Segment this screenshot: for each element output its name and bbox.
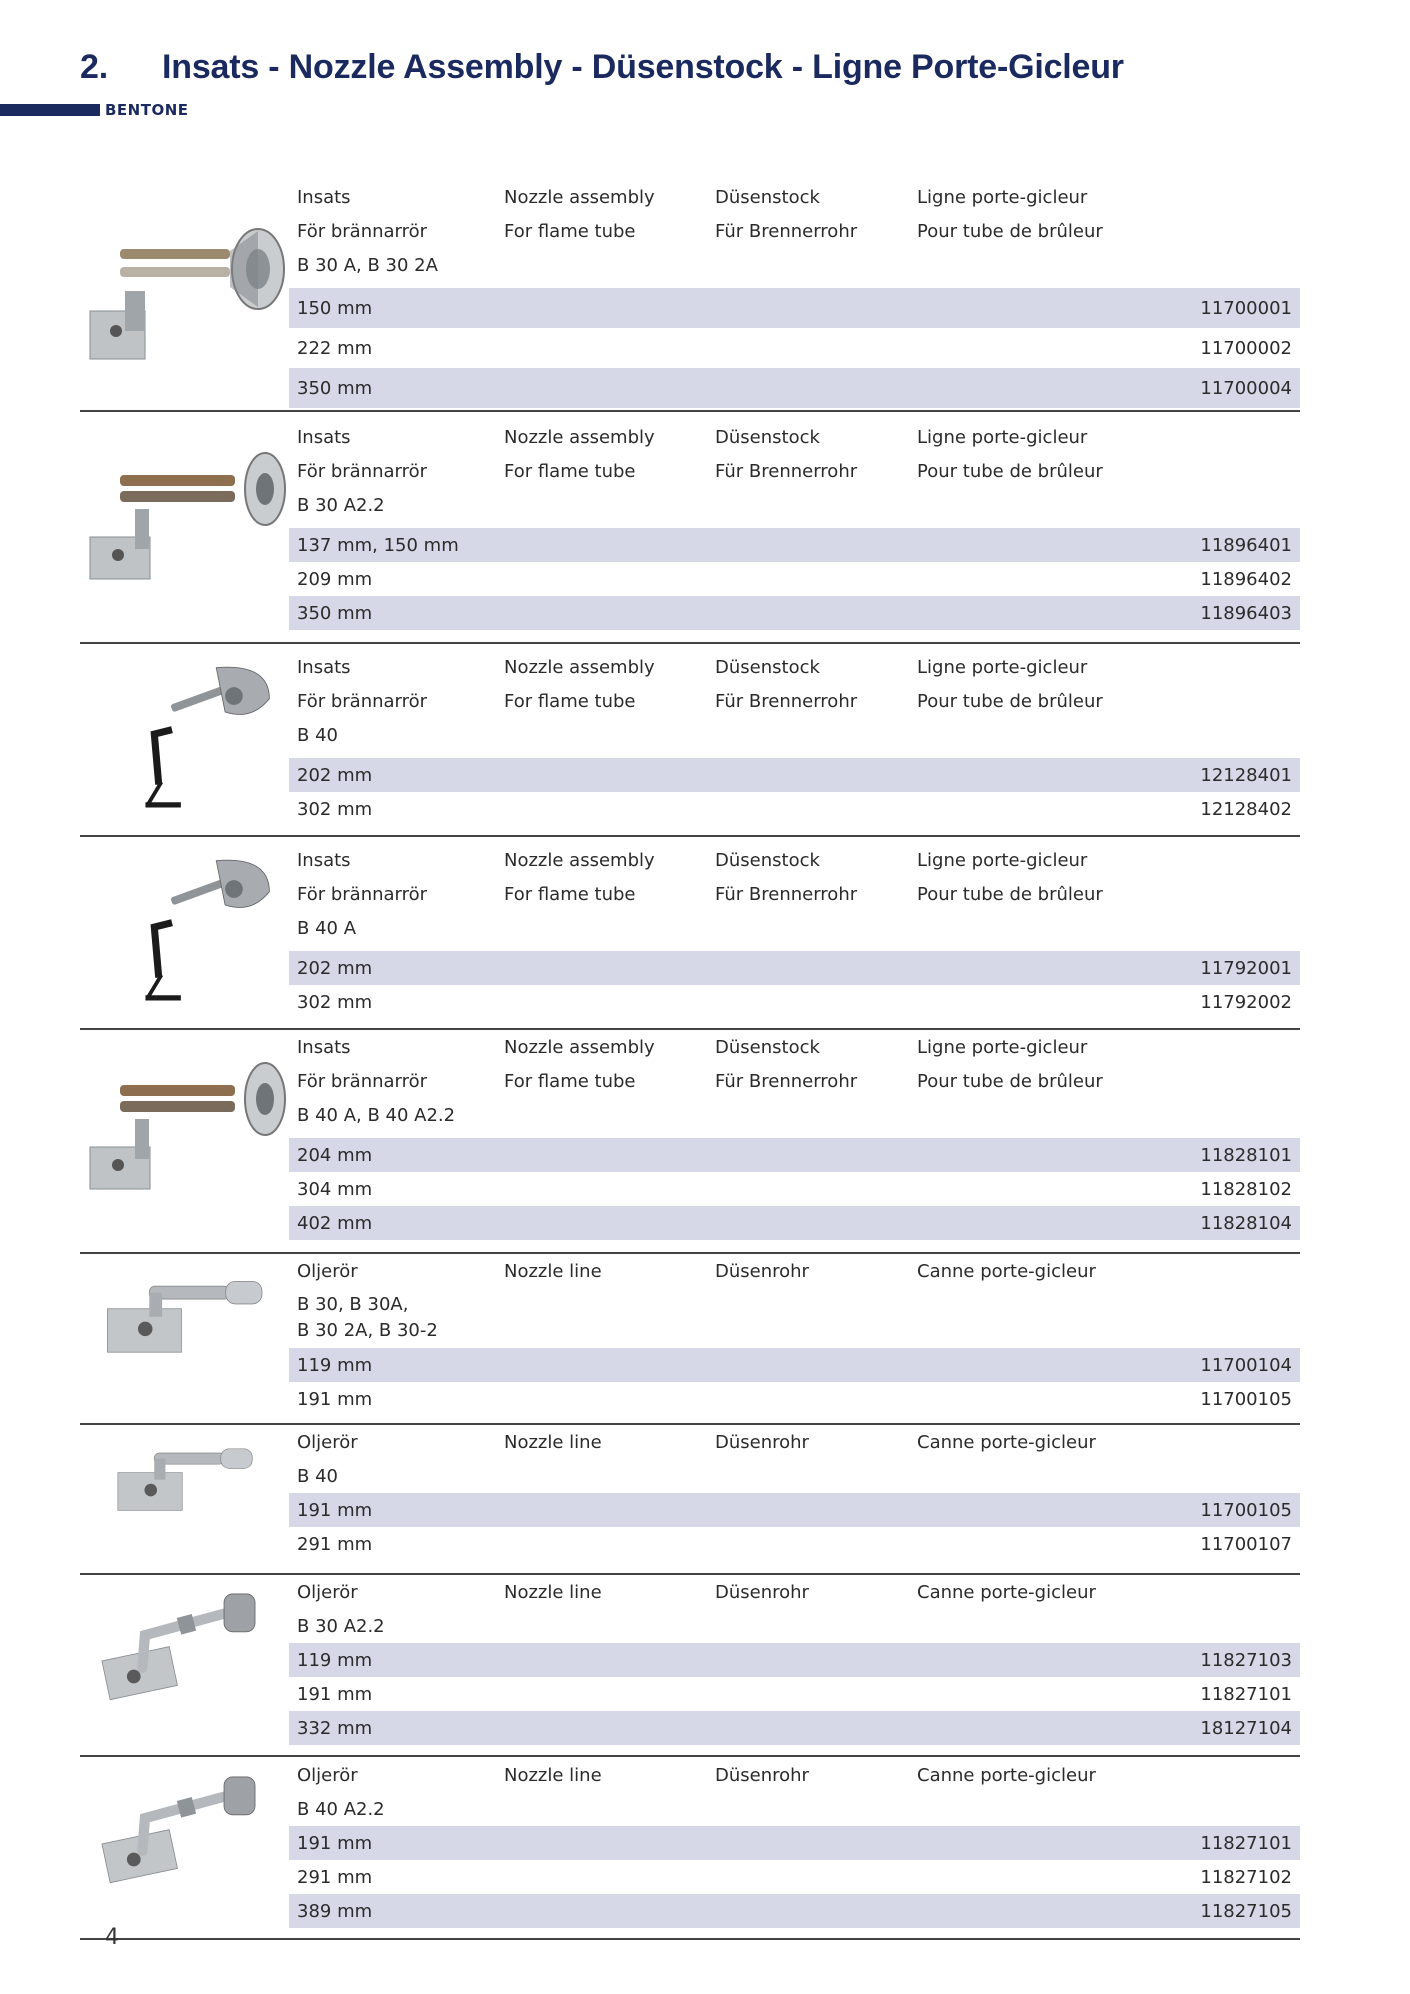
label-cell: For flame tube	[504, 1070, 636, 1092]
model-name: B 30, B 30A, B 30 2A, B 30-2	[297, 1294, 438, 1341]
nozzle-line-angled-photo	[80, 1758, 295, 1930]
article-number: 12128401	[1200, 764, 1292, 786]
article-number: 11700107	[1200, 1533, 1292, 1555]
model-row	[289, 1459, 1300, 1493]
article-row	[289, 1711, 1300, 1745]
length-value: 302 mm	[297, 798, 373, 820]
length-value: 191 mm	[297, 1683, 373, 1705]
label-cell: Für Brennerrohr	[715, 220, 858, 242]
label-cell: Oljerör	[297, 1431, 358, 1453]
length-value: 291 mm	[297, 1533, 373, 1555]
article-row	[289, 1527, 1300, 1561]
label-cell: För brännarrör	[297, 460, 428, 482]
label-row	[289, 1254, 1300, 1288]
label-cell: Pour tube de brûleur	[917, 690, 1103, 712]
model-name: B 40 A, B 40 A2.2	[297, 1104, 456, 1126]
length-value: 332 mm	[297, 1717, 373, 1739]
model-row	[289, 1792, 1300, 1826]
label-cell: Oljerör	[297, 1260, 358, 1282]
label-cell: Ligne porte-gicleur	[917, 1036, 1088, 1058]
article-number: 11700105	[1200, 1499, 1292, 1521]
label-cell: Pour tube de brûleur	[917, 460, 1103, 482]
label-cell: Für Brennerrohr	[715, 883, 858, 905]
label-cell: Ligne porte-gicleur	[917, 656, 1088, 678]
label-cell: Nozzle assembly	[504, 186, 655, 208]
article-number: 11700001	[1200, 297, 1292, 319]
article-number: 11827102	[1200, 1866, 1292, 1888]
label-cell: Insats	[297, 186, 351, 208]
article-row	[289, 596, 1300, 630]
article-number: 11896403	[1200, 602, 1292, 624]
label-cell: Für Brennerrohr	[715, 690, 858, 712]
model-name: B 40	[297, 724, 338, 746]
label-row	[289, 650, 1300, 684]
product-section	[80, 1575, 1300, 1757]
article-row	[289, 1348, 1300, 1382]
length-value: 350 mm	[297, 377, 373, 399]
article-number: 11827101	[1200, 1832, 1292, 1854]
article-row	[289, 758, 1300, 792]
article-number: 11700105	[1200, 1388, 1292, 1410]
nozzle-assembly-bent-bracket-photo	[80, 650, 295, 827]
brand-name: BENTONE	[105, 101, 189, 119]
label-cell: Ligne porte-gicleur	[917, 426, 1088, 448]
label-cell: Düsenstock	[715, 426, 820, 448]
page-number: 4	[105, 1925, 119, 1950]
length-value: 191 mm	[297, 1499, 373, 1521]
article-row	[289, 1860, 1300, 1894]
label-row	[289, 420, 1300, 454]
product-section	[80, 1254, 1300, 1425]
label-cell: Düsenstock	[715, 1036, 820, 1058]
article-row	[289, 1826, 1300, 1860]
length-value: 350 mm	[297, 602, 373, 624]
article-row	[289, 1493, 1300, 1527]
article-row	[289, 1172, 1300, 1206]
article-row	[289, 562, 1300, 596]
nozzle-assembly-with-electrodes-photo	[80, 420, 295, 634]
article-number: 18127104	[1200, 1717, 1292, 1739]
label-cell: Düsenstock	[715, 849, 820, 871]
article-row	[289, 368, 1300, 408]
label-cell: Nozzle assembly	[504, 849, 655, 871]
article-number: 12128402	[1200, 798, 1292, 820]
model-name: B 40 A2.2	[297, 1798, 385, 1820]
label-cell: För brännarrör	[297, 220, 428, 242]
length-value: 202 mm	[297, 764, 373, 786]
product-section	[80, 1425, 1300, 1575]
label-cell: Ligne porte-gicleur	[917, 849, 1088, 871]
article-number: 11792002	[1200, 991, 1292, 1013]
article-number: 11827105	[1200, 1900, 1292, 1922]
label-cell: Für Brennerrohr	[715, 1070, 858, 1092]
length-value: 191 mm	[297, 1388, 373, 1410]
length-value: 304 mm	[297, 1178, 373, 1200]
label-row	[289, 454, 1300, 488]
product-section	[80, 1030, 1300, 1254]
label-cell: Canne porte-gicleur	[917, 1764, 1096, 1786]
length-value: 137 mm, 150 mm	[297, 534, 459, 556]
label-row	[289, 684, 1300, 718]
label-cell: Pour tube de brûleur	[917, 883, 1103, 905]
label-cell: Oljerör	[297, 1581, 358, 1603]
nozzle-assembly-with-disc-photo	[80, 180, 295, 402]
length-value: 209 mm	[297, 568, 373, 590]
label-cell: Oljerör	[297, 1764, 358, 1786]
length-value: 389 mm	[297, 1900, 373, 1922]
label-cell: Nozzle line	[504, 1581, 602, 1603]
nozzle-assembly-with-electrodes-photo	[80, 1030, 295, 1244]
label-cell: Nozzle line	[504, 1260, 602, 1282]
label-row	[289, 1064, 1300, 1098]
label-cell: Insats	[297, 426, 351, 448]
length-value: 402 mm	[297, 1212, 373, 1234]
label-cell: Ligne porte-gicleur	[917, 186, 1088, 208]
label-cell: Pour tube de brûleur	[917, 1070, 1103, 1092]
length-value: 302 mm	[297, 991, 373, 1013]
model-row	[289, 1098, 1300, 1132]
label-cell: Düsenstock	[715, 656, 820, 678]
article-row	[289, 1206, 1300, 1240]
label-cell: Canne porte-gicleur	[917, 1260, 1096, 1282]
label-row	[289, 877, 1300, 911]
length-value: 291 mm	[297, 1866, 373, 1888]
article-row	[289, 985, 1300, 1019]
label-cell: Düsenrohr	[715, 1260, 809, 1282]
label-row	[289, 1030, 1300, 1064]
label-cell: Nozzle assembly	[504, 426, 655, 448]
model-row	[289, 1288, 1300, 1348]
nozzle-line-flat-plate-photo	[80, 1425, 295, 1565]
section-title: Insats - Nozzle Assembly - Düsenstock - Ligne Porte-Gicleur	[162, 48, 1124, 86]
model-row	[289, 248, 1300, 282]
label-cell: Für Brennerrohr	[715, 460, 858, 482]
label-cell: För brännarrör	[297, 1070, 428, 1092]
article-number: 11828102	[1200, 1178, 1292, 1200]
article-number: 11700004	[1200, 377, 1292, 399]
article-number: 11896402	[1200, 568, 1292, 590]
label-row	[289, 180, 1300, 214]
label-cell: Insats	[297, 849, 351, 871]
label-cell: Düsenrohr	[715, 1431, 809, 1453]
label-cell: Nozzle line	[504, 1431, 602, 1453]
product-section	[80, 420, 1300, 644]
label-cell: För brännarrör	[297, 690, 428, 712]
nozzle-line-angled-photo	[80, 1575, 295, 1747]
model-row	[289, 488, 1300, 522]
article-row	[289, 288, 1300, 328]
length-value: 222 mm	[297, 337, 373, 359]
article-row	[289, 951, 1300, 985]
model-row	[289, 911, 1300, 945]
label-cell: Düsenstock	[715, 186, 820, 208]
label-cell: Düsenrohr	[715, 1764, 809, 1786]
length-value: 119 mm	[297, 1649, 373, 1671]
model-name: B 40	[297, 1465, 338, 1487]
label-cell: Nozzle assembly	[504, 1036, 655, 1058]
page-title	[80, 48, 1124, 87]
length-value: 204 mm	[297, 1144, 373, 1166]
label-cell: For flame tube	[504, 220, 636, 242]
article-number: 11792001	[1200, 957, 1292, 979]
article-row	[289, 1382, 1300, 1416]
label-cell: För brännarrör	[297, 883, 428, 905]
length-value: 150 mm	[297, 297, 373, 319]
article-number: 11827103	[1200, 1649, 1292, 1671]
article-number: 11828104	[1200, 1212, 1292, 1234]
article-number: 11896401	[1200, 534, 1292, 556]
label-cell: Pour tube de brûleur	[917, 220, 1103, 242]
model-name: B 40 A	[297, 917, 357, 939]
label-cell: For flame tube	[504, 460, 636, 482]
label-cell: Nozzle assembly	[504, 656, 655, 678]
product-section	[80, 1758, 1300, 1940]
label-cell: Nozzle line	[504, 1764, 602, 1786]
label-cell: For flame tube	[504, 883, 636, 905]
nozzle-line-flat-plate-photo	[80, 1254, 295, 1415]
article-row	[289, 528, 1300, 562]
length-value: 119 mm	[297, 1354, 373, 1376]
model-name: B 30 A, B 30 2A	[297, 254, 438, 276]
article-row	[289, 1677, 1300, 1711]
article-row	[289, 328, 1300, 368]
label-cell: Insats	[297, 656, 351, 678]
label-row	[289, 1425, 1300, 1459]
label-row	[289, 1758, 1300, 1792]
model-row	[289, 1609, 1300, 1643]
article-number: 11828101	[1200, 1144, 1292, 1166]
length-value: 191 mm	[297, 1832, 373, 1854]
product-section	[80, 843, 1300, 1030]
article-row	[289, 1643, 1300, 1677]
product-section	[80, 180, 1300, 412]
article-number: 11700002	[1200, 337, 1292, 359]
label-cell: Canne porte-gicleur	[917, 1581, 1096, 1603]
article-row	[289, 792, 1300, 826]
nozzle-assembly-bent-bracket-photo	[80, 843, 295, 1020]
article-row	[289, 1894, 1300, 1928]
label-row	[289, 843, 1300, 877]
model-name: B 30 A2.2	[297, 494, 385, 516]
label-row	[289, 214, 1300, 248]
model-name: B 30 A2.2	[297, 1615, 385, 1637]
length-value: 202 mm	[297, 957, 373, 979]
article-number: 11827101	[1200, 1683, 1292, 1705]
article-row	[289, 1138, 1300, 1172]
article-number: 11700104	[1200, 1354, 1292, 1376]
label-cell: For flame tube	[504, 690, 636, 712]
label-cell: Canne porte-gicleur	[917, 1431, 1096, 1453]
label-cell: Insats	[297, 1036, 351, 1058]
brand-bar	[0, 104, 100, 116]
product-section	[80, 650, 1300, 837]
model-row	[289, 718, 1300, 752]
section-number: 2.	[80, 48, 108, 86]
label-cell: Düsenrohr	[715, 1581, 809, 1603]
label-row	[289, 1575, 1300, 1609]
